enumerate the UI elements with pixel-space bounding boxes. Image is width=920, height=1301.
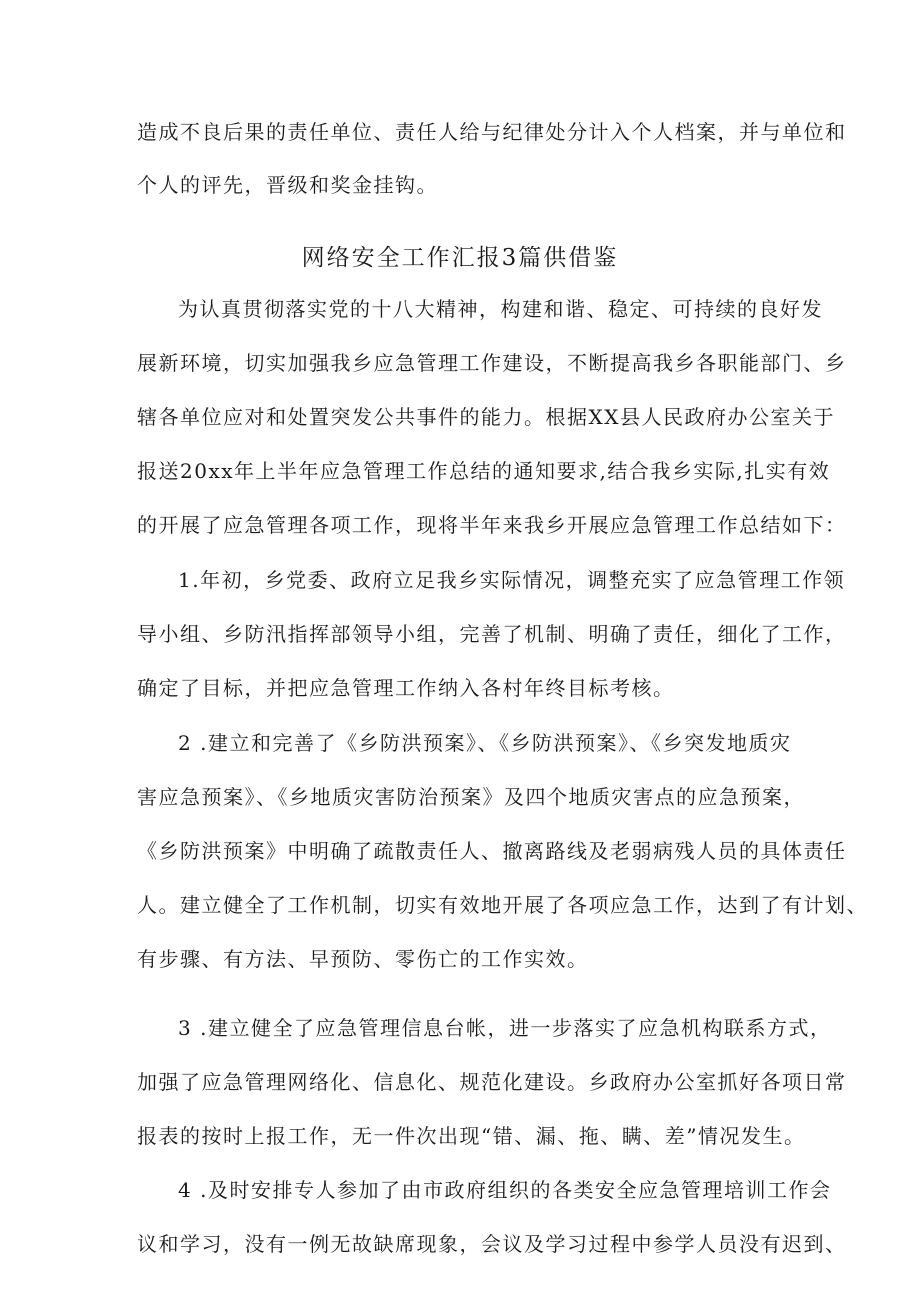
item4-line-1: 4 .及时安排专人参加了由市政府组织的各类安全应急管理培训工作会	[178, 1178, 832, 1202]
intro-line-4: 报送20xx年上半年应急管理工作总结的通知要求,结合我乡实际,扎实有效	[137, 459, 831, 483]
item1-line-1: 1.年初，乡党委、政府立足我乡实际情况，调整充实了应急管理工作领	[178, 568, 846, 592]
item2-line-3: 《乡防洪预案》中明确了疏散责任人、撤离路线及老弱病残人员的具体责任	[137, 839, 847, 863]
item1-line-2: 导小组、乡防汛指挥部领导小组，完善了机制、明确了责任，细化了工作，	[137, 622, 847, 646]
item3-line-1: 3 .建立健全了应急管理信息台帐，进一步落实了应急机构联系方式，	[178, 1016, 832, 1040]
item3-line-2: 加强了应急管理网络化、信息化、规范化建设。乡政府办公室抓好各项日常	[137, 1070, 847, 1094]
item2-line-4: 人。建立健全了工作机制，切实有效地开展了各项应急工作，达到了有计划、	[137, 893, 868, 917]
item4-line-2: 议和学习，没有一例无故缺席现象，会议及学习过程中参学人员没有迟到、	[137, 1232, 847, 1256]
item1-line-3: 确定了目标，并把应急管理工作纳入各村年终目标考核。	[137, 676, 675, 700]
item2-line-1: 2 .建立和完善了《乡防洪预案》、《乡防洪预案》、《乡突发地质灾	[178, 731, 792, 755]
item3-line-3: 报表的按时上报工作，无一件次出现“错、漏、拖、瞒、差”情况发生。	[137, 1124, 806, 1148]
prev-section-line-1: 造成不良后果的责任单位、责任人给与纪律处分计入个人档案，并与单位和	[137, 120, 847, 144]
item2-line-5: 有步骤、有方法、早预防、零伤亡的工作实效。	[137, 947, 589, 971]
intro-line-5: 的开展了应急管理各项工作，现将半年来我乡开展应急管理工作总结如下：	[137, 513, 847, 537]
document-title: 网络安全工作汇报3篇供借鉴	[301, 245, 619, 271]
intro-line-2: 展新环境，切实加强我乡应急管理工作建设，不断提高我乡各职能部门、乡	[137, 351, 847, 375]
item2-line-2: 害应急预案》、《乡地质灾害防治预案》及四个地质灾害点的应急预案，	[137, 785, 805, 809]
intro-line-1: 为认真贯彻落实党的十八大精神，构建和谐、稳定、可持续的良好发	[178, 297, 823, 321]
intro-line-3: 辖各单位应对和处置突发公共事件的能力。根据XX县人民政府办公室关于	[137, 405, 835, 429]
prev-section-line-2: 个人的评先，晋级和奖金挂钩。	[137, 173, 438, 197]
